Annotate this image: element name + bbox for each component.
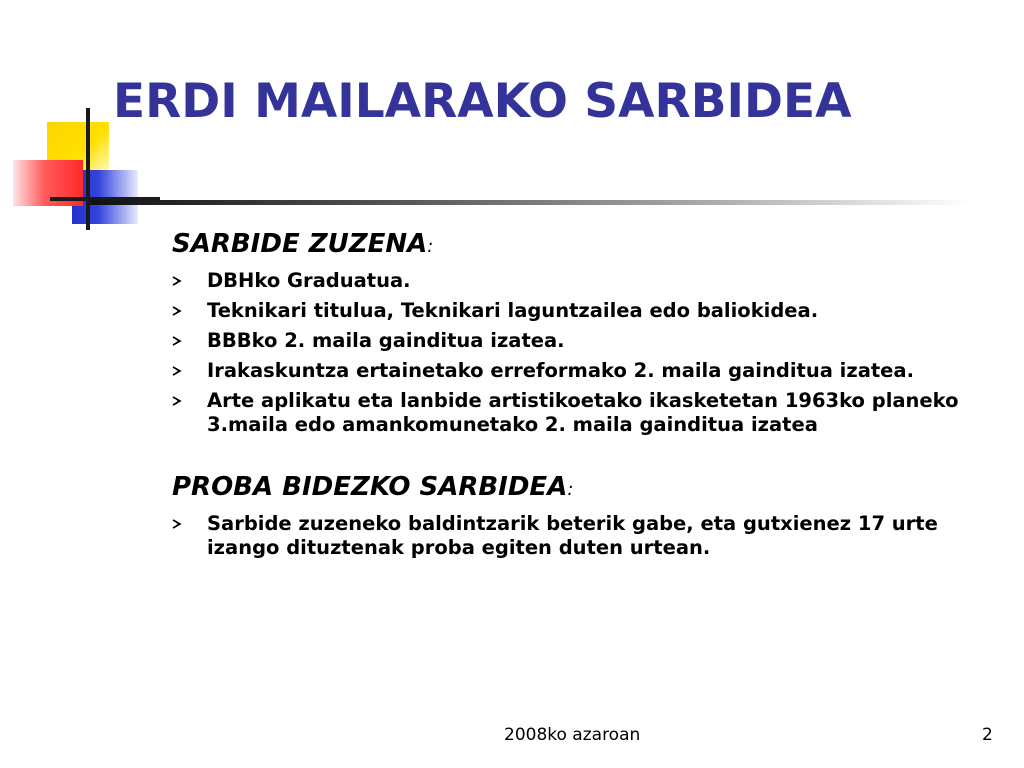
test-access-list — [172, 512, 972, 560]
arrowhead-bullet-icon — [172, 306, 182, 316]
heading-colon: : — [427, 236, 434, 257]
page-number: 2 — [982, 725, 993, 745]
list-item — [172, 359, 972, 383]
section-heading-text: PROBA BIDEZKO SARBIDEA — [172, 472, 568, 502]
arrowhead-bullet-icon — [172, 336, 182, 346]
list-item — [172, 389, 972, 437]
section-heading-text: SARBIDE ZUZENA — [172, 229, 428, 259]
list-item-text: Irakaskuntza ertainetako erreformako 2. maila gainditua izatea. — [207, 359, 914, 382]
arrowhead-bullet-icon — [172, 396, 182, 406]
list-item — [172, 269, 972, 293]
arrowhead-bullet-icon — [172, 366, 182, 376]
list-item-text: Teknikari titulua, Teknikari laguntzailea edo baliokidea. — [207, 299, 819, 322]
title-underline-rule — [90, 200, 970, 205]
list-item — [172, 512, 972, 560]
slide-content — [172, 226, 972, 566]
list-item — [172, 329, 972, 353]
arrowhead-bullet-icon — [172, 276, 182, 286]
direct-access-list — [172, 269, 972, 437]
vertical-line — [86, 108, 90, 230]
arrowhead-bullet-icon — [172, 519, 182, 529]
list-item-text: BBBko 2. maila gainditua izatea. — [207, 329, 565, 352]
section-spacer — [172, 443, 972, 469]
slide-title: ERDI MAILARAKO SARBIDEA — [113, 74, 852, 129]
list-item-text: Sarbide zuzeneko baldintzarik beterik gabe, eta gutxienez 17 urte izango dituztenak proba egiten duten urtean. — [207, 512, 938, 559]
heading-colon: : — [567, 479, 574, 500]
list-item-text: Arte aplikatu eta lanbide artistikoetako ikasketetan 1963ko planeko 3.maila edo amankomunetako 2. maila gainditua izatea — [207, 389, 959, 436]
section-heading-test-access — [172, 469, 972, 508]
section-heading-direct-access — [172, 226, 972, 265]
list-item-text: DBHko Graduatua. — [207, 269, 411, 292]
footer-date: 2008ko azaroan — [504, 725, 641, 745]
list-item — [172, 299, 972, 323]
